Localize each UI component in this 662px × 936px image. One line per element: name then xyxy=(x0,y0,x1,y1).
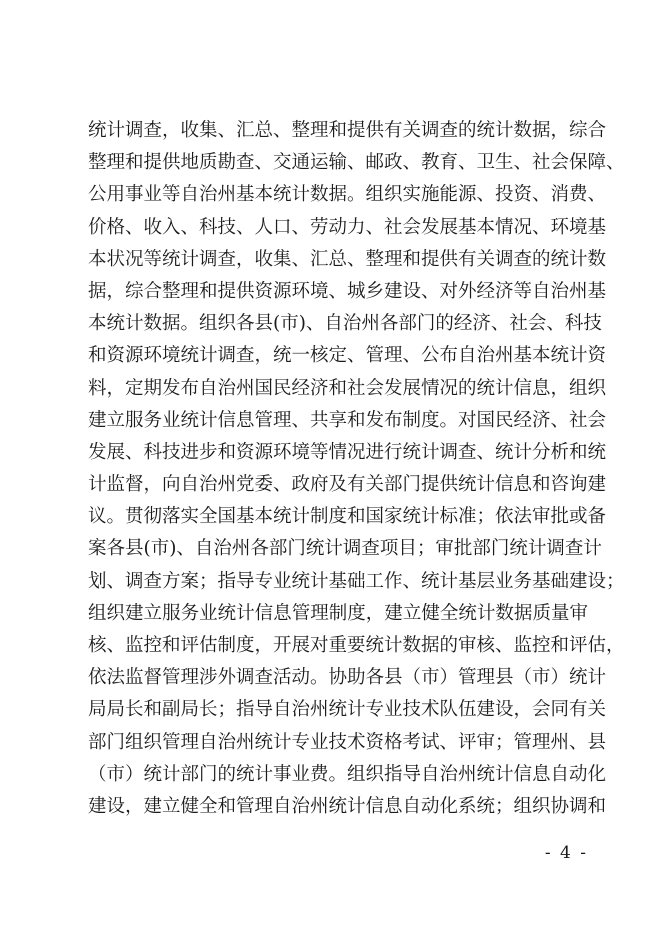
text-line: 局局长和副局长；指导自治州统计专业技术队伍建设，会同有关 xyxy=(88,699,607,721)
text-line: （市）统计部门的统计事业费。组织指导自治州统计信息自动化 xyxy=(88,763,607,785)
text-line: 料，定期发布自治州国民经济和社会发展情况的统计信息，组织 xyxy=(88,377,607,399)
text-line: 案各县(市)、自治州各部门统计调查项目；审批部门统计调查计 xyxy=(88,538,602,560)
text-line: 据，综合整理和提供资源环境、城乡建设、对外经济等自治州基 xyxy=(88,280,607,302)
text-line: 价格、收入、科技、人口、劳动力、社会发展基本情况、环境基 xyxy=(88,216,607,238)
text-line: 部门组织管理自治州统计专业技术资格考试、评审；管理州、县 xyxy=(88,731,607,753)
text-line: 建设，建立健全和管理自治州统计信息自动化系统；组织协调和 xyxy=(88,795,607,817)
text-line: 依法监督管理涉外调查活动。协助各县（市）管理县（市）统计 xyxy=(88,667,607,689)
text-line: 划、调查方案；指导专业统计基础工作、统计基层业务基础建设； xyxy=(88,570,625,592)
text-line: 公用事业等自治州基本统计数据。组织实施能源、投资、消费、 xyxy=(88,184,607,206)
text-line: 核、监控和评估制度，开展对重要统计数据的审核、监控和评估， xyxy=(88,635,625,656)
text-line: 本统计数据。组织各县(市)、自治州各部门的经济、社会、科技 xyxy=(88,313,602,335)
page-number: - 4 - xyxy=(544,843,588,863)
text-line: 和资源环境统计调查，统一核定、管理、公布自治州基本统计资 xyxy=(88,345,607,367)
text-line: 计监督，向自治州党委、政府及有关部门提供统计信息和咨询建 xyxy=(88,474,607,496)
text-line: 发展、科技进步和资源环境等情况进行统计调查、统计分析和统 xyxy=(88,441,607,463)
text-line: 本状况等统计调查，收集、汇总、整理和提供有关调查的统计数 xyxy=(88,248,607,270)
text-line: 整理和提供地质勘查、交通运输、邮政、教育、卫生、社会保障、 xyxy=(88,152,625,174)
text-line: 建立服务业统计信息管理、共享和发布制度。对国民经济、社会 xyxy=(88,409,607,431)
text-line: 统计调查，收集、汇总、整理和提供有关调查的统计数据，综合 xyxy=(88,120,607,141)
body-text xyxy=(88,115,625,823)
text-line: 组织建立服务业统计信息管理制度，建立健全统计数据质量审 xyxy=(88,602,588,624)
text-line: 议。贯彻落实全国基本统计制度和国家统计标准；依法审批或备 xyxy=(88,506,607,528)
